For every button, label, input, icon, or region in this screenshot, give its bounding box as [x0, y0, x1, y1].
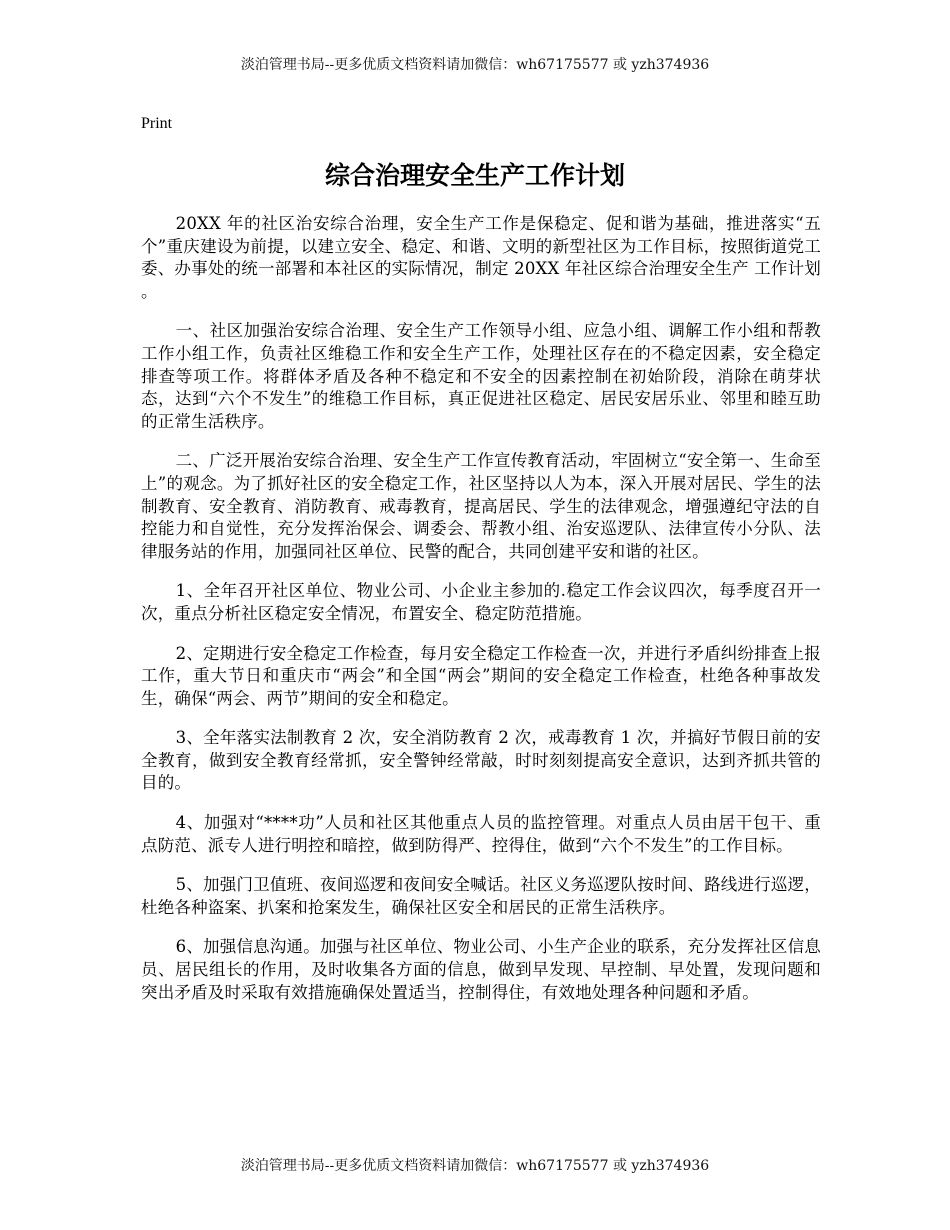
page-footer: 淡泊管理书局--更多优质文档资料请加微信：wh67175577 或 yzh374936: [240, 1158, 710, 1174]
paragraph-item-3: 3、全年落实法制教育 2 次，安全消防教育 2 次，戒毒教育 1 次，并搞好节假日前的安全教育，做到安全教育经常抓，安全警钟经常敲，时时刻刻提高安全意识，达到齐抓共管的目的。: [141, 728, 821, 793]
paragraph-item-6: 6、加强信息沟通。加强与社区单位、物业公司、小生产企业的联系，充分发挥社区信息员、居民组长的作用，及时收集各方面的信息，做到早发现、早控制、早处置，发现问题和突出矛盾及时采取有效措施确保处置适当，控制得住，有效地处理各种问题和矛盾。: [141, 937, 821, 1002]
document-title: 综合治理安全生产工作计划: [324, 161, 625, 190]
paragraph-item-4: 4、加强对“****功”人员和社区其他重点人员的监控管理。对重点人员由居干包干、重点防范、派专人进行明控和暗控，做到防得严、控得住，做到“六个不发生”的工作目标。: [141, 813, 821, 855]
document-body: [141, 213, 821, 1021]
page-header: 淡泊管理书局--更多优质文档资料请加微信：wh67175577 或 yzh374936: [240, 57, 710, 73]
paragraph-item-5: 5、加强门卫值班、夜间巡逻和夜间安全喊话。社区义务巡逻队按时间、路线进行巡逻，杜绝各种盗案、扒案和抢案发生，确保社区安全和居民的正常生活秩序。: [141, 875, 821, 917]
print-label: Print: [141, 115, 173, 132]
paragraph-intro: 20XX 年的社区治安综合治理，安全生产工作是保稳定、促和谐为基础，推进落实“五个”重庆建设为前提，以建立安全、稳定、和谐、文明的新型社区为工作目标，按照街道党工委、办事处的统一部署和本社区的实际情况，制定 20XX 年社区综合治理安全生产 工作计划 。: [141, 214, 821, 301]
paragraph-item-1: 1、全年召开社区单位、物业公司、小企业主参加的.稳定工作会议四次，每季度召开一次，重点分析社区稳定安全情况，布置安全、稳定防范措施。: [141, 581, 821, 623]
paragraph-item-2: 2、定期进行安全稳定工作检查，每月安全稳定工作检查一次，并进行矛盾纠纷排查上报工作，重大节日和重庆市“两会”和全国“两会”期间的安全稳定工作检查，杜绝各种事故发生，确保“两会、两节”期间的安全和稳定。: [141, 643, 821, 708]
paragraph-section-1: 一、社区加强治安综合治理、安全生产工作领导小组、应急小组、调解工作小组和帮教工作小组工作，负责社区维稳工作和安全生产工作，处理社区存在的不稳定因素，安全稳定排查等项工作。将群体矛盾及各种不稳定和不安全的因素控制在初始阶段，消除在萌芽状态，达到“六个不发生”的维稳工作目标，真正促进社区稳定、居民安居乐业、邻里和睦互助的正常生活秩序。: [141, 321, 821, 431]
paragraph-section-2: 二、广泛开展治安综合治理、安全生产工作宣传教育活动，牢固树立“安全第一、生命至上”的观念。为了抓好社区的安全稳定工作，社区坚持以人为本，深入开展对居民、学生的法制教育、安全教育、消防教育、戒毒教育，提高居民、学生的法律观念，增强遵纪守法的自控能力和自觉性，充分发挥治保会、调委会、帮教小组、治安巡逻队、法律宣传小分队、法律服务站的作用，加强同社区单位、民警的配合，共同创建平安和谐的社区。: [141, 451, 821, 561]
